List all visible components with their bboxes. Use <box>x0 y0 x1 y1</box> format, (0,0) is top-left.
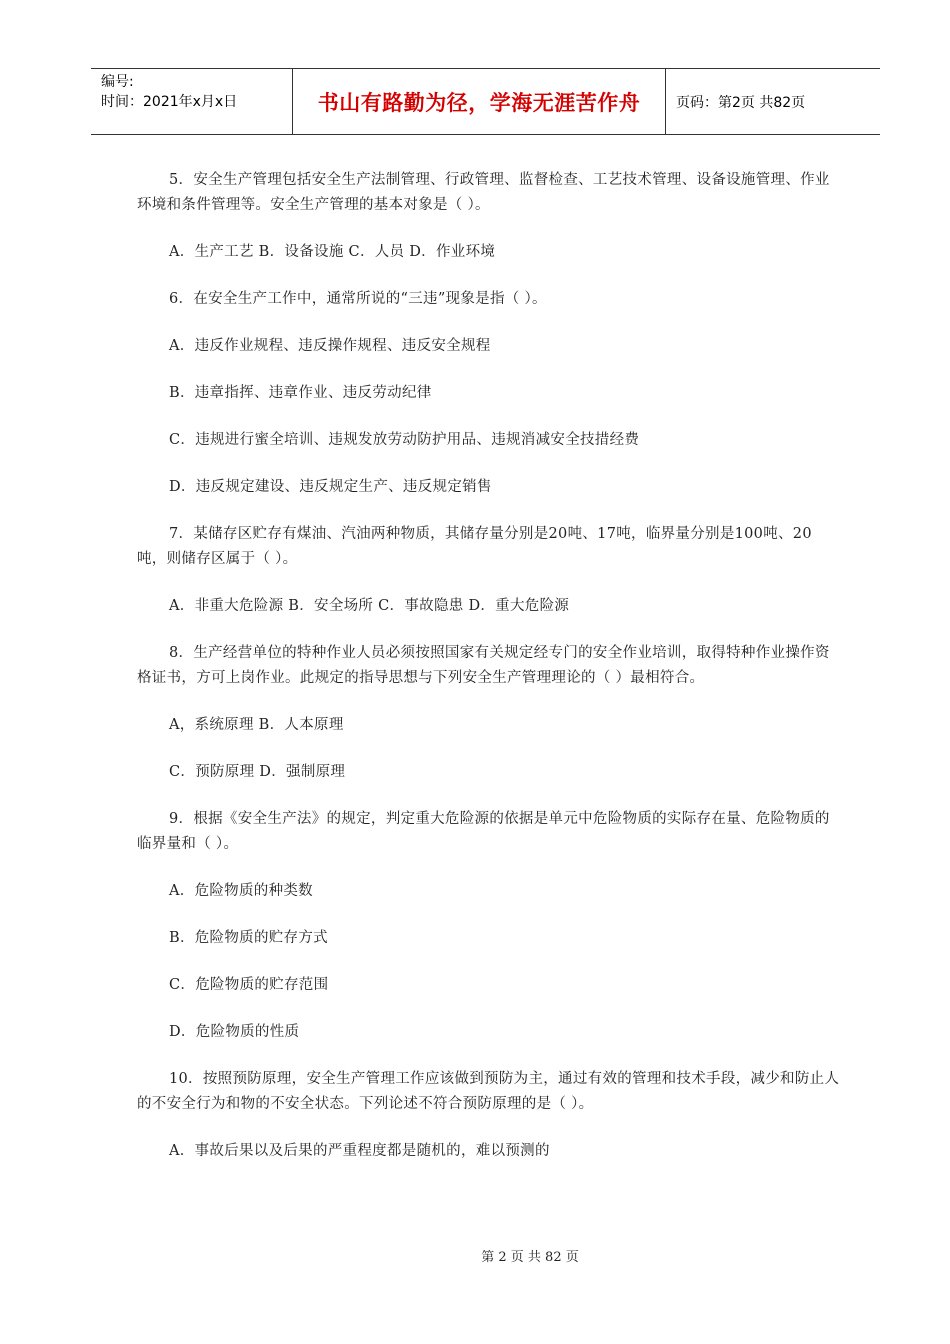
question-9-option-d: D．危险物质的性质 <box>169 1024 300 1040</box>
question-9-option-c: C．危险物质的贮存范围 <box>169 977 329 993</box>
question-6-option-d: D．违反规定建设、违反规定生产、违反规定销售 <box>169 479 492 495</box>
question-6-option-c: C．违规进行蜜全培训、违规发放劳动防护用品、违规消减安全技措经费 <box>169 432 640 448</box>
question-9-option-b: B．危险物质的贮存方式 <box>169 930 328 946</box>
page-footer <box>0 1246 950 1265</box>
header-meta <box>91 69 293 134</box>
number-label: 编号: <box>101 74 134 90</box>
header-motto: 书山有路勤为径，学海无涯苦作舟 <box>293 69 666 134</box>
question-8-options-cd: C．预防原理 D．强制原理 <box>169 764 346 780</box>
footer-page-number: 第 2 页 共 82 页 <box>481 1250 579 1265</box>
question-5: 5．安全生产管理包括安全生产法制管理、行政管理、监督检查、工艺技术管理、设备设施管理、作业环境和条件管理等。安全生产管理的基本对象是（ ）。 <box>137 172 830 213</box>
question-9-option-a: A．危险物质的种类数 <box>169 883 313 899</box>
question-6-option-a: A．违反作业规程、违反操作规程、违反安全规程 <box>169 338 491 354</box>
time-label: 时间：2021年x月x日 <box>101 94 238 110</box>
question-10: 10．按照预防原理，安全生产管理工作应该做到预防为主，通过有效的管理和技术手段，减少和防止人的不安全行为和物的不安全状态。下列论述不符合预防原理的是（ ）。 <box>137 1071 840 1112</box>
question-6: 6．在安全生产工作中，通常所说的“三违”现象是指（ ）。 <box>169 291 547 307</box>
question-8: 8．生产经营单位的特种作业人员必须按照国家有关规定经专门的安全作业培训，取得特种作业操作资格证书，方可上岗作业。此规定的指导思想与下列安全生产管理理论的（ ）最相符合。 <box>137 645 830 686</box>
question-8-options-ab: A，系统原理 B．人本原理 <box>169 717 344 733</box>
page-header <box>91 68 880 135</box>
question-7-options: A．非重大危险源 B．安全场所 C．事故隐患 D．重大危险源 <box>169 598 570 614</box>
question-6-option-b: B．违章指挥、违章作业、违反劳动纪律 <box>169 385 432 401</box>
document-body <box>137 168 840 1186</box>
question-10-option-a: A．事故后果以及后果的严重程度都是随机的，难以预测的 <box>169 1143 550 1159</box>
header-page-info: 页码：第2页 共82页 <box>676 94 806 111</box>
question-9: 9．根据《安全生产法》的规定，判定重大危险源的依据是单元中危险物质的实际存在量、危险物质的临界量和（ ）。 <box>137 811 830 852</box>
question-5-options: A．生产工艺 B．设备设施 C．人员 D．作业环境 <box>169 244 496 260</box>
question-7: 7．某储存区贮存有煤油、汽油两种物质，其储存量分别是20吨、17吨，临界量分别是100吨、20吨，则储存区属于（ ）。 <box>137 526 812 567</box>
